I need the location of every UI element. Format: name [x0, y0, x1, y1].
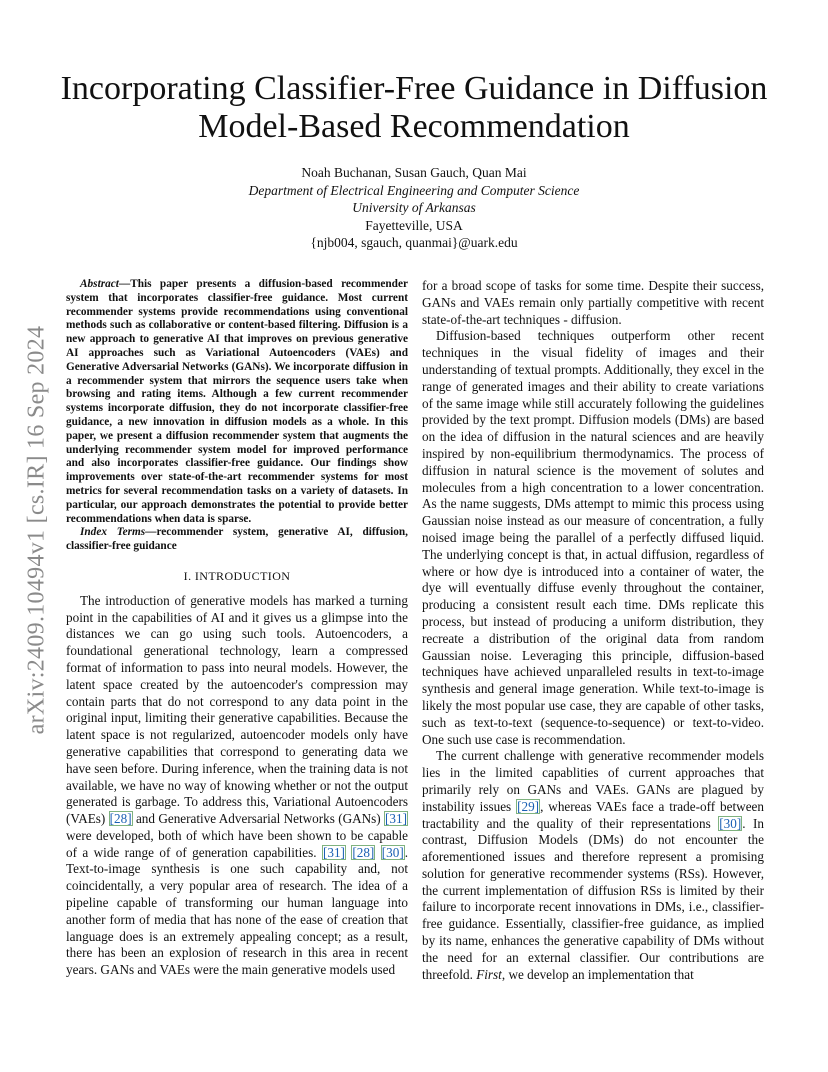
challenge-paragraph	[422, 748, 764, 983]
author-department: Department of Electrical Engineering and Computer Science	[248, 182, 580, 198]
intro-text: The introduction of generative models has marked a turning point in the capabilities of AI and it gives us a glimpse into the distances we can go using such tools. Autoencoders, a foundational generational technology, learn a compressed format of information to pass into neural models. However, the latent space created by the autoencoder's compression may contain parts that do not correspond to any data point in the original input, limiting their generative capabilities. Because the latent space is not regularized, autoencoder models only have generative capabilities that correspond to generating data we have seen before. During inference, when the training data is not available, we have no way of knowing whether or not the output generated is garbage. To address this, Variational Autoencoders (VAEs)	[66, 592, 408, 827]
paper-title	[60, 70, 768, 146]
left-column	[66, 278, 408, 979]
section-heading-introduction: I. INTRODUCTION	[183, 568, 291, 583]
arxiv-identifier: arXiv:2409.10494v1 [cs.IR] 16 Sep 2024	[23, 325, 50, 735]
index-terms	[66, 526, 408, 554]
continued-paragraph: for a broad scope of tasks for some time. Despite their success, GANs and VAEs remain only partially competitive with recent state-of-the-art techniques - diffusion.	[422, 278, 764, 327]
challenge-text: . In contrast, Diffusion Models (DMs) do not encounter the aforementioned issues and therefore represent a promising solution for generative recommender systems (RSs). However, the current implementation of diffusion RSs is limited by their failure to incorporate recent innovations in DMs, i.e., classifier-free guidance. Essentially, classifier-free guidance, as implied by its name, enhances the generative capability of DMs without the need for an external classifier. Our contributions are threefold.	[422, 815, 764, 982]
challenge-text: , we develop an implementation that	[501, 966, 694, 982]
title-line-1: Incorporating Classifier-Free Guidance in Diffusion	[60, 70, 768, 107]
intro-text: were developed, both of which have been shown to be capable of a wide range of of generation capabilities.	[66, 827, 408, 860]
author-university: University of Arkansas	[352, 200, 476, 215]
citation-link[interactable]: [31]	[385, 811, 407, 827]
abstract-text: —This paper presents a diffusion-based recommender system that incorporates classifier-free guidance. Most current recommender systems provide recommendations using conventional methods such as collaborative or content-based filtering. Diffusion is a new approach to generative AI that improves on previous generative AI approaches such as Variational Autoencoders (VAEs) and Generative Adversarial Networks (GANs). We incorporate diffusion in a recommender system that mirrors the sequence users take when browsing and rating items. Although a few current recommender systems incorporate diffusion, they do not incorporate classifier-free guidance, a new innovation in diffusion models as a whole. In this paper, we present a diffusion recommender system that augments the underlying recommender system model for improved performance and also incorporates classifier-free guidance. Our findings show improvements over state-of-the-art recommender systems for most metrics for several recommendation tasks on a variety of datasets. In particular, our approach demonstrates the potential to provide better recommendations when data is sparse.	[66, 278, 408, 525]
intro-text: and Generative Adversarial Networks (GANs)	[132, 811, 384, 827]
citation-link[interactable]: [28]	[352, 844, 375, 860]
index-terms-label: Index Terms	[80, 526, 146, 539]
challenge-text: , whereas VAEs face a trade-off between tractability and the quality of their representations	[422, 798, 764, 831]
abstract	[66, 278, 408, 526]
abstract-label: Abstract	[80, 278, 119, 290]
index-terms-text: —recommender system, generative AI, diffusion, classifier-free guidance	[66, 526, 408, 553]
citation-link[interactable]: [28]	[109, 811, 132, 827]
challenge-text: The current challenge with generative recommender models lies in the limited capablities of current approaches that primarily rely on GANs and VAEs. GANs are plagued by instability issues	[422, 748, 764, 814]
arxiv-side-stamp	[22, 300, 52, 760]
author-location: Fayetteville, USA	[365, 217, 463, 233]
citation-link[interactable]: [30]	[719, 815, 742, 831]
right-column	[422, 278, 764, 983]
citation-link[interactable]: [29]	[517, 798, 540, 814]
emphasis-first: First	[476, 966, 502, 982]
diffusion-paragraph: Diffusion-based techniques outperform other recent techniques in the visual fidelity of images and their understanding of textual prompts. Additionally, they excel in the range of generated images and their ability to create variations of the same image while still accurately following the guidelines provided by the text prompt. Diffusion models (DMs) are based on the idea of diffusion in the natural sciences and are heavily inspired by non-equilibrium thermodynamics. The process of diffusion in natural science is the movement of solutes and molecules from a high concentration to a lower concentration. As the name suggests, DMs attempt to mimic this process using Gaussian noise instead as our measure of concentration, a fully noised image being the parallel of a perfectly diffused liquid. The underlying concept is that, in actual diffusion, regardless of where or how dye is introduced into a container of water, the dye will eventually diffuse evenly throughout the container, producing a consistent result each time. DMs replicate this process, but instead of producing a uniform distribution, they recreate a distribution of the original data from random Gaussian noise. Leveraging this principle, diffusion-based techniques have achieved unparalleled results in text-to-image synthesis and general image generation. While text-to-image is likely the most popular use case, they are capable of other tasks, such as text-to-text (sequence-to-sequence) or text-to-video. One such use case is recommendation.	[422, 328, 764, 747]
intro-text	[375, 845, 380, 860]
intro-paragraph-1	[66, 593, 408, 979]
citation-link[interactable]: [31]	[322, 844, 345, 860]
intro-text: . Text-to-image synthesis is one such capability and, not coincidentally, a very popular area of research. The idea of a pipeline capable of transforming our human language into another form of media that has none of the ease of creation that language does is an extremely appealing concept; as a result, there has been an explosion of research in this area in recent years. GANs and VAEs were the main generative models used	[66, 844, 409, 978]
citation-link[interactable]: [30]	[381, 844, 404, 860]
author-block	[60, 164, 768, 252]
author-names: Noah Buchanan, Susan Gauch, Quan Mai	[301, 165, 527, 180]
title-line-2: Model-Based Recommendation	[198, 108, 630, 145]
author-emails: {njb004, sgauch, quanmai}@uark.edu	[310, 235, 518, 250]
